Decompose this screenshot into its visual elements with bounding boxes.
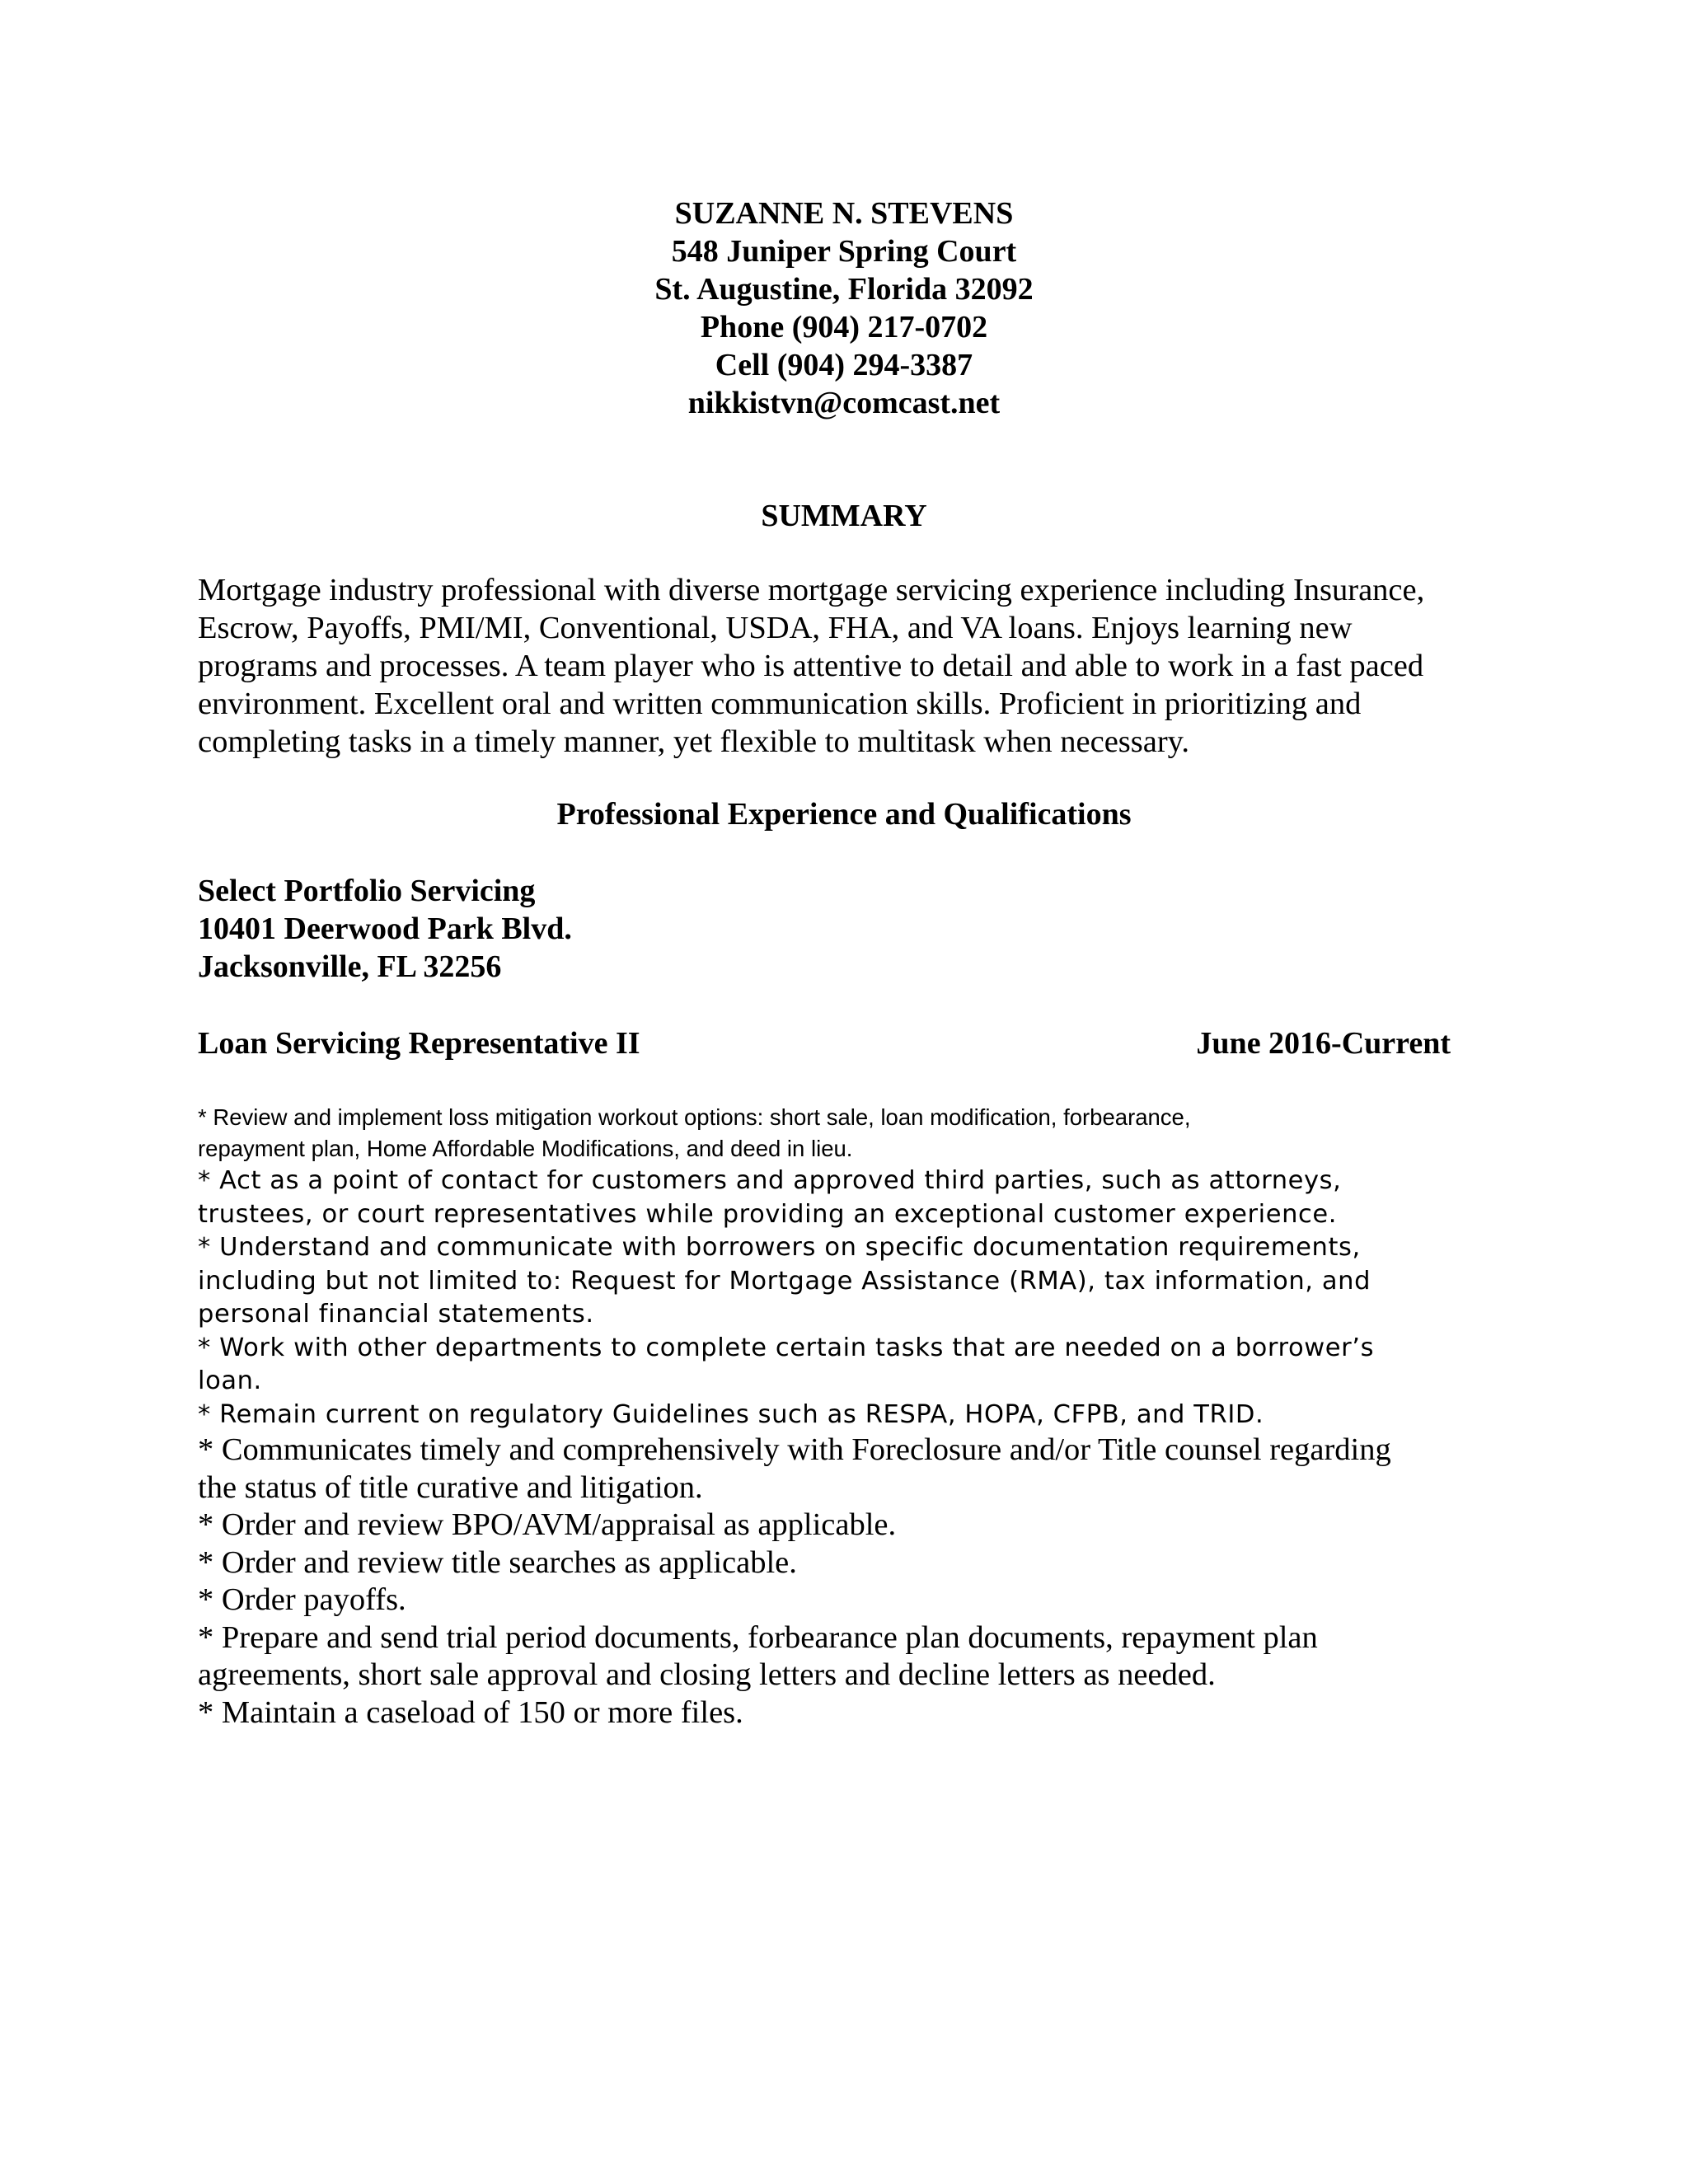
duty-line: * Understand and communicate with borrowers on specific documentation requirements, [198, 1233, 1361, 1262]
summary-heading: SUMMARY [761, 499, 927, 533]
duty-line: loan. [198, 1366, 262, 1395]
summary-line: environment. Excellent oral and written communication skills. Proficient in prioritizing and [198, 687, 1362, 721]
duty-line: * Order payoffs. [198, 1582, 406, 1617]
duties-list [198, 1102, 1484, 1732]
street-address: 548 Juniper Spring Court [671, 234, 1017, 269]
candidate-name: SUZANNE N. STEVENS [674, 196, 1014, 231]
duty-line: trustees, or court representatives while providing an exceptional customer experience. [198, 1199, 1338, 1229]
summary-line: programs and processes. A team player who is attentive to detail and able to work in a fast paced [198, 649, 1424, 683]
duty-line: including but not limited to: Request for Mortgage Assistance (RMA), tax information, and [198, 1266, 1372, 1296]
job-dates: June 2016-Current [1196, 1026, 1451, 1061]
duty-line: * Remain current on regulatory Guidelines such as RESPA, HOPA, CFPB, and TRID. [198, 1399, 1264, 1429]
email-address: nikkistvn@comcast.net [687, 386, 1001, 420]
employer-name: Select Portfolio Servicing [198, 874, 536, 908]
employer-block [198, 872, 572, 986]
summary-line: Escrow, Payoffs, PMI/MI, Conventional, USDA, FHA, and VA loans. Enjoys learning new [198, 611, 1353, 645]
duty-line: * Order and review title searches as applicable. [198, 1544, 797, 1580]
summary-line: completing tasks in a timely manner, yet flexible to multitask when necessary. [198, 724, 1190, 759]
duty-line: agreements, short sale approval and closing letters and decline letters as needed. [198, 1657, 1216, 1692]
duty-line: * Order and review BPO/AVM/appraisal as applicable. [198, 1507, 897, 1542]
summary-paragraph [198, 571, 1484, 761]
summary-line: Mortgage industry professional with diverse mortgage servicing experience including Insurance, [198, 573, 1425, 607]
duty-line: * Prepare and send trial period documents, forbearance plan documents, repayment plan [198, 1619, 1318, 1655]
employer-address: 10401 Deerwood Park Blvd. [198, 912, 572, 946]
duty-line: the status of title curative and litigation. [198, 1469, 703, 1505]
job-title: Loan Servicing Representative II [198, 1026, 640, 1061]
experience-heading: Professional Experience and Qualifications [556, 797, 1132, 832]
employer-city: Jacksonville, FL 32256 [198, 949, 502, 984]
duty-line: personal financial statements. [198, 1300, 594, 1329]
duty-line: * Review and implement loss mitigation workout options: short sale, loan modification, forbearance, [198, 1104, 1191, 1130]
duty-line: * Act as a point of contact for customers and approved third parties, such as attorneys, [198, 1166, 1342, 1195]
cell-number: Cell (904) 294-3387 [715, 348, 973, 382]
duty-line: * Communicates timely and comprehensively with Foreclosure and/or Title counsel regarding [198, 1432, 1391, 1467]
city-state-zip: St. Augustine, Florida 32092 [654, 272, 1034, 307]
phone-number: Phone (904) 217-0702 [700, 310, 988, 344]
duty-line: repayment plan, Home Affordable Modifications, and deed in lieu. [198, 1136, 853, 1161]
duty-line: * Work with other departments to complete certain tasks that are needed on a borrower’s [198, 1333, 1375, 1362]
contact-header [0, 194, 1688, 422]
duty-line: * Maintain a caseload of 150 or more files. [198, 1694, 743, 1730]
